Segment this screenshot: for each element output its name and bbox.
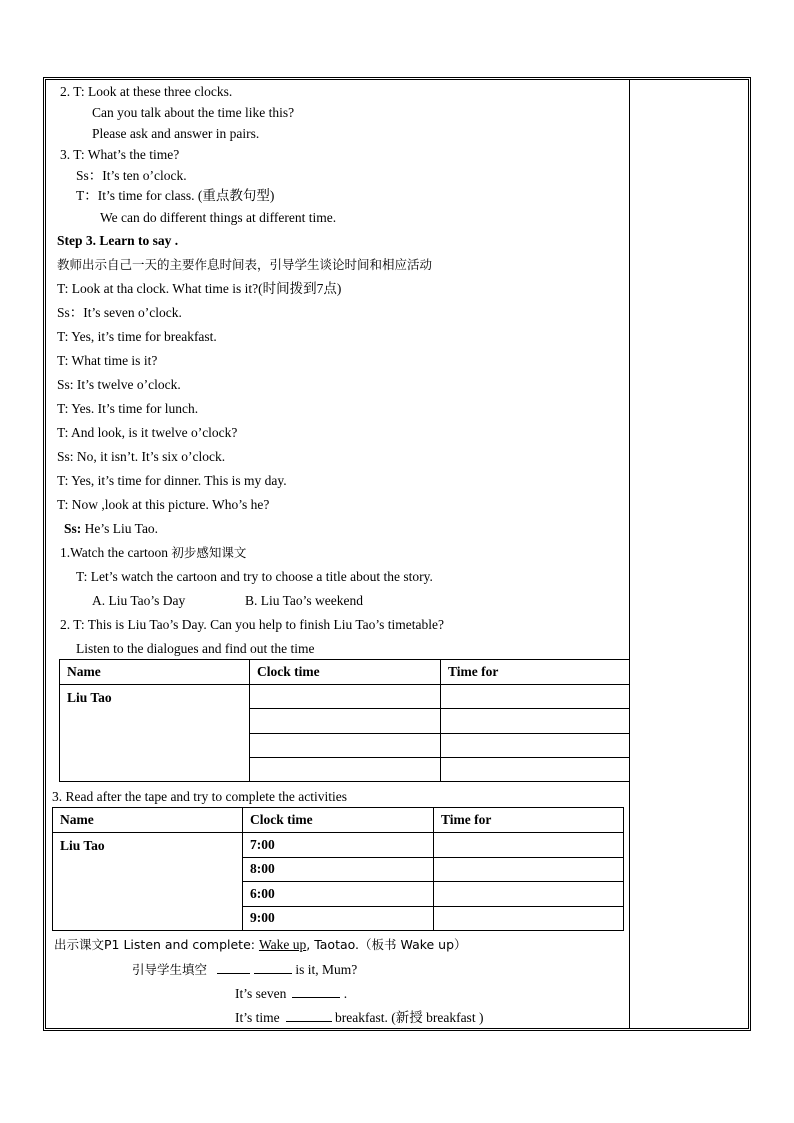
line-look-clocks: 2. T: Look at these three clocks.: [60, 84, 233, 99]
table1-header-time-for: Time for: [441, 660, 630, 685]
table2-timefor-cell: [434, 857, 624, 881]
table2-name-cell: Liu Tao: [53, 833, 243, 931]
listen-complete-a: 出示课文P1 Listen and complete:: [54, 937, 259, 952]
table2-header-name: Name: [53, 808, 243, 833]
line-twelve-oclock: Ss: It’s twelve o’clock.: [57, 377, 181, 392]
time-breakfast-b: breakfast. (新授 breakfast ): [331, 1010, 484, 1025]
table1-timefor-cell: [441, 709, 630, 733]
option-b: B. Liu Tao’s weekend: [245, 593, 364, 608]
watch-cartoon-cn: 初步感知课文: [171, 545, 247, 560]
table1-header-clock-time: Clock time: [250, 660, 441, 685]
timetable-1: [59, 659, 630, 782]
table2-clock-cell: 7:00: [243, 833, 434, 857]
table1-timefor-cell: [441, 733, 630, 757]
line-watch-cartoon: [60, 545, 246, 561]
its-seven-a: It’s seven: [235, 986, 287, 1001]
line-breakfast: T: Yes, it’s time for breakfast.: [57, 329, 217, 344]
step3-heading: Step 3. Learn to say .: [57, 233, 179, 248]
speaker-label: Ss:: [64, 521, 82, 536]
answer-blank: [217, 961, 250, 974]
line-what-time: T: What time is it?: [57, 353, 158, 368]
line-is-it-twelve: T: And look, is it twelve o’clock?: [57, 425, 238, 440]
table1-clock-cell: [250, 685, 441, 709]
answer-blank: [254, 961, 292, 974]
line-whats-time: 3. T: What’s the time?: [60, 147, 180, 162]
line-time-for-class: T：It’s time for class. (重点教句型): [76, 188, 275, 203]
listen-complete-underlined: Wake up: [258, 937, 307, 952]
line-lunch: T: Yes. It’s time for lunch.: [57, 401, 199, 416]
line-listen-complete: [54, 937, 467, 953]
listen-complete-b: , Taotao.（板书 Wake up）: [306, 937, 467, 952]
line-finish-timetable: 2. T: This is Liu Tao’s Day. Can you help to finish Liu Tao’s timetable?: [60, 617, 445, 632]
table1-clock-cell: [250, 709, 441, 733]
table2-clock-cell: 9:00: [243, 906, 434, 930]
table2-header-time-for: Time for: [434, 808, 624, 833]
line-look-clock: T: Look at tha clock. What time is it?(时间拨到7点): [57, 281, 342, 296]
answer-blank: [292, 985, 340, 998]
table1-clock-cell: [250, 733, 441, 757]
fill-blank-cn: 引导学生填空: [132, 962, 208, 977]
line-dinner: T: Yes, it’s time for dinner. This is my day.: [57, 473, 287, 488]
line-teacher-schedule: 教师出示自己一天的主要作息时间表，引导学生谈论时间和相应活动: [57, 257, 433, 272]
answer-blank: [286, 1009, 332, 1022]
its-seven-b: .: [340, 986, 348, 1001]
timetable-2: [52, 807, 624, 931]
line-time-breakfast: [235, 1009, 483, 1026]
table2-timefor-cell: [434, 906, 624, 930]
fill-blank-tail: is it, Mum?: [292, 962, 358, 977]
table2-clock-cell: 6:00: [243, 882, 434, 906]
table2-timefor-cell: [434, 882, 624, 906]
line-six-oclock: Ss: No, it isn’t. It’s six o’clock.: [57, 449, 226, 464]
column-divider: [629, 79, 630, 1028]
line-who-is-he: T: Now ,look at this picture. Who’s he?: [57, 497, 270, 512]
table2-timefor-cell: [434, 833, 624, 857]
table1-name-cell: Liu Tao: [60, 685, 250, 782]
line-its-seven: [235, 985, 347, 1002]
line-seven-oclock: Ss：It’s seven o’clock.: [57, 305, 182, 320]
line-choose-title: T: Let’s watch the cartoon and try to choose a title about the story.: [76, 569, 433, 584]
line-talk-time: Can you talk about the time like this?: [92, 105, 295, 120]
line-fill-blank: [132, 961, 357, 978]
line-ask-pairs: Please ask and answer in pairs.: [92, 126, 260, 141]
line-listen-dialogues: Listen to the dialogues and find out the time: [76, 641, 315, 656]
table1-timefor-cell: [441, 685, 630, 709]
line-read-after-tape: 3. Read after the tape and try to complete the activities: [52, 789, 348, 804]
table2-clock-cell: 8:00: [243, 857, 434, 881]
table1-timefor-cell: [441, 757, 630, 781]
table1-header-name: Name: [60, 660, 250, 685]
table1-clock-cell: [250, 757, 441, 781]
time-breakfast-a: It’s time: [235, 1010, 280, 1025]
option-a: A. Liu Tao’s Day: [92, 593, 186, 608]
watch-cartoon-en: 1.Watch the cartoon: [60, 545, 172, 560]
line-ten-oclock: Ss：It’s ten o’clock.: [76, 168, 187, 183]
line-different-things: We can do different things at different time.: [100, 210, 337, 225]
line-liu-tao-text: He’s Liu Tao.: [81, 521, 159, 536]
line-liu-tao: [64, 521, 158, 537]
table2-header-clock-time: Clock time: [243, 808, 434, 833]
